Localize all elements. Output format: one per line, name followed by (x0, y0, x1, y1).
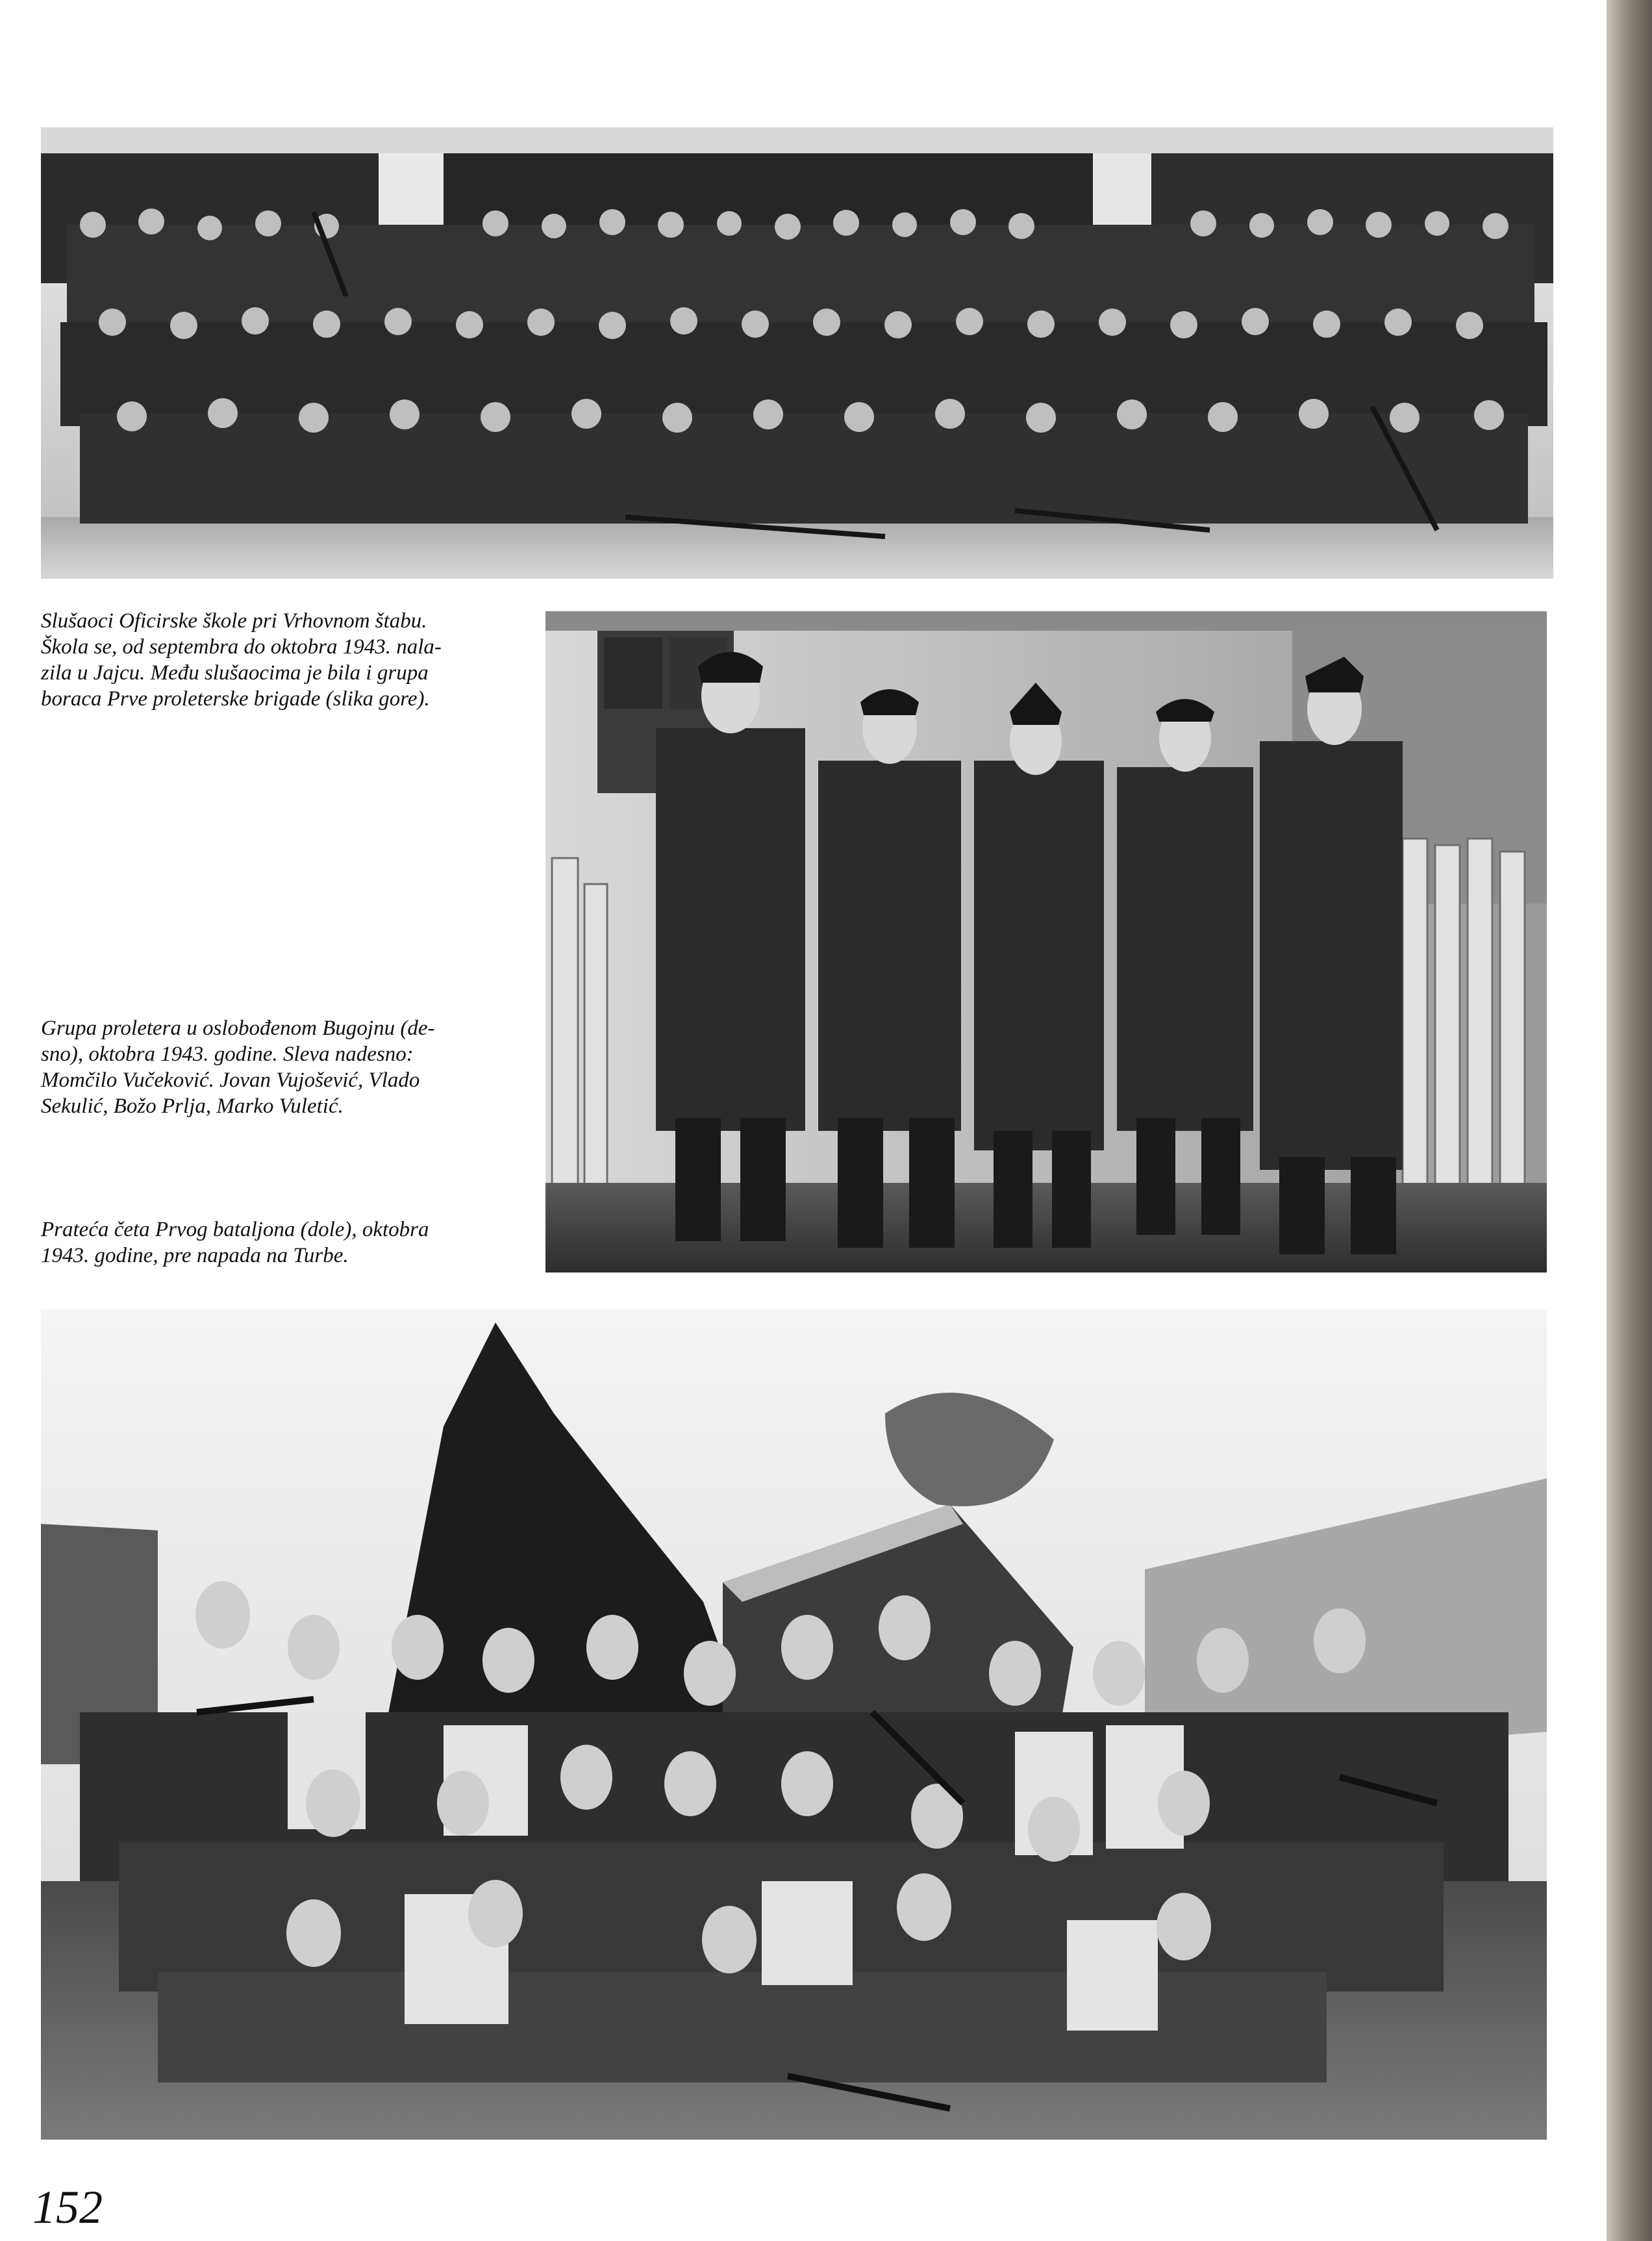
caption-line: sno), oktobra 1943. godine. Sleva nadesno: (41, 1043, 414, 1066)
caption-line: Slušaoci Oficirske škole pri Vrhovnom štabu. (41, 609, 427, 633)
page-number: 152 (32, 2181, 103, 2233)
caption-line: 1943. godine, pre napada na Turbe. (41, 1244, 349, 1267)
five-soldiers-illustration (545, 611, 1547, 1272)
escort-company-illustration (41, 1310, 1547, 2140)
caption-line: Sekulić, Božo Prlja, Marko Vuletić. (41, 1095, 344, 1118)
caption-escort-company (41, 1217, 521, 1269)
caption-line: Momčilo Vučeković. Jovan Vujošević, Vlado (41, 1069, 420, 1092)
caption-bugojno-group (41, 1015, 521, 1119)
caption-line: Prateća četa Prvog bataljona (dole), oktobra (41, 1218, 429, 1241)
caption-line: boraca Prve proleterske brigade (slika gore). (41, 687, 430, 711)
book-spine (1607, 0, 1652, 2241)
group-photo-illustration (41, 127, 1553, 579)
photo-officer-school-group (41, 127, 1553, 579)
caption-line: Škola se, od septembra do oktobra 1943. nala- (41, 635, 442, 659)
photo-bugojno-proletarians (545, 611, 1547, 1272)
caption-line: Grupa proletera u oslobođenom Bugojnu (de- (41, 1017, 435, 1040)
photo-escort-company (41, 1310, 1547, 2140)
caption-line: zila u Jajcu. Među slušaocima je bila i grupa (41, 661, 429, 685)
caption-officer-school (41, 608, 521, 712)
